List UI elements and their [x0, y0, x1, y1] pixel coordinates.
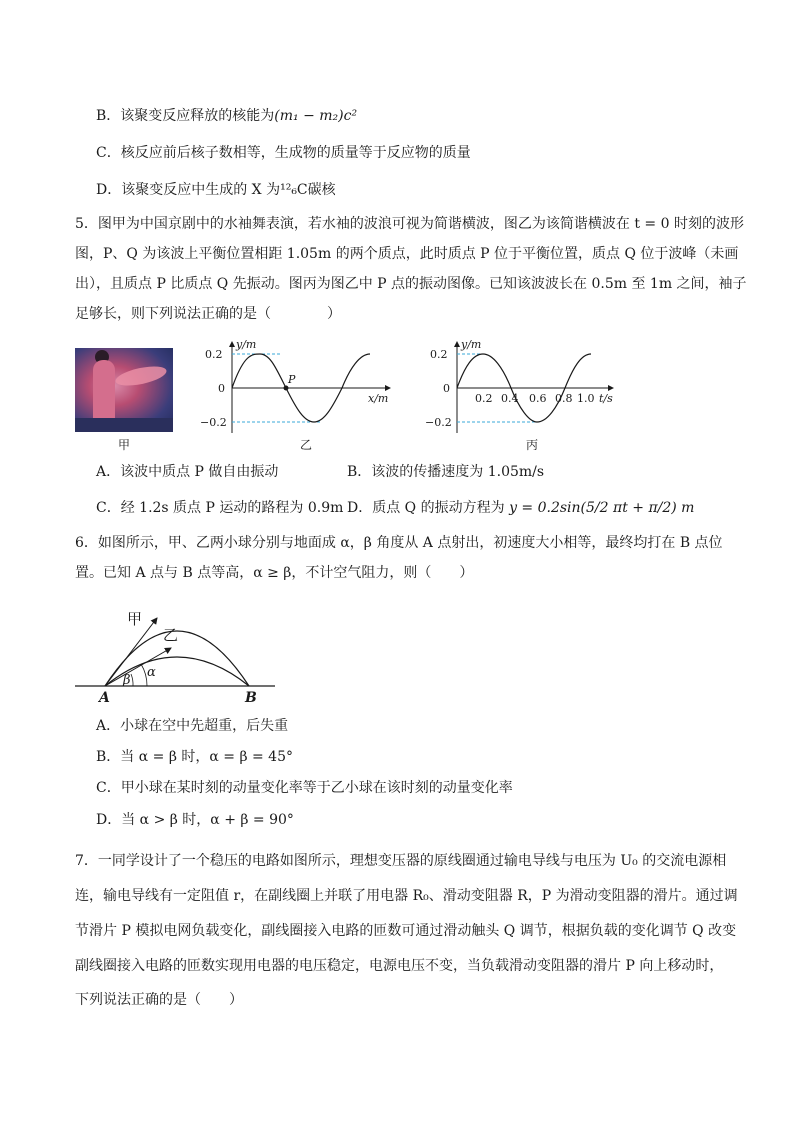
q6-option-b: B．当 α = β 时，α = β = 45° — [96, 749, 293, 765]
wave-graph-yi — [200, 338, 400, 438]
label-point-b: B — [245, 690, 257, 704]
yi-tick-y-zero: 0 — [218, 382, 225, 395]
q7-stem-line-4: 副线圈接入电路的匝数实现用电器的电压稳定，电源电压不变，当负载滑动变阻器的滑片 P 向上移动时， — [75, 958, 724, 974]
q5-option-c: C．经 1.2s 质点 P 运动的路程为 0.9m — [96, 500, 344, 516]
caption-yi: 乙 — [300, 438, 313, 452]
q6-stem-line-1: 6．如图所示，甲、乙两小球分别与地面成 α，β 角度从 A 点射出，初速度大小相等，最终均打在 B 点位 — [75, 535, 723, 551]
q5-option-b: B．该波的传播速度为 1.05m/s — [347, 464, 545, 480]
projectile-figure — [75, 598, 280, 704]
q7-stem-line-1: 7．一同学设计了一个稳压的电路如图所示，理想变压器的原线圈通过输电导线与电压为 U₀ 的交流电源相 — [75, 853, 727, 869]
q5-stem-line-3: 出），且质点 P 比质点 Q 先振动。图丙为图乙中 P 点的振动图像。已知该波波长在 0.5m 至 1m 之间，袖子 — [75, 276, 747, 292]
q5-option-a: A．该波中质点 P 做自由振动 — [96, 464, 279, 480]
point-p-label: P — [288, 373, 296, 386]
label-point-a: A — [99, 690, 110, 704]
q6-option-a: A．小球在空中先超重，后失重 — [96, 718, 289, 734]
q7-stem-line-5: 下列说法正确的是（ ） — [75, 992, 243, 1008]
bing-tick-x-5: 1.0 — [577, 392, 595, 405]
label-jia: 甲 — [127, 610, 143, 628]
bing-tick-x-3: 0.6 — [529, 392, 547, 405]
bing-tick-x-1: 0.2 — [475, 392, 493, 405]
caption-bing: 丙 — [526, 438, 539, 452]
bing-xlabel: t/s — [599, 392, 613, 405]
bing-tick-y-bottom: −0.2 — [425, 416, 452, 429]
q7-stem-line-2: 连，输电导线有一定阻值 r，在副线圈上并联了用电器 R₀、滑动变阻器 R，P 为滑动变阻器的滑片。通过调 — [75, 888, 738, 904]
q5-stem-line-1: 5．图甲为中国京剧中的水袖舞表演，若水袖的波浪可视为简谐横波，图乙为该简谐横波在 t = 0 时刻的波形 — [75, 216, 744, 232]
bing-tick-y-zero: 0 — [443, 382, 450, 395]
bing-tick-x-2: 0.4 — [501, 392, 519, 405]
q6-option-d: D．当 α > β 时，α + β = 90° — [96, 812, 294, 828]
bing-tick-y-top: 0.2 — [430, 348, 448, 361]
q7-stem-line-3: 节滑片 P 模拟电网负载变化，副线圈接入电路的匝数可通过滑动触头 Q 调节，根据负载的变化调节 Q 改变 — [75, 923, 737, 939]
q4-option-d: D．该聚变反应中生成的 X 为¹²₆C碳核 — [96, 182, 336, 198]
bing-ylabel: y/m — [461, 338, 482, 351]
q5-stem-line-4: 足够长，则下列说法正确的是（ ） — [75, 306, 341, 322]
label-yi: 乙 — [163, 626, 179, 644]
label-alpha: α — [147, 665, 156, 680]
opera-dancer-photo — [75, 348, 173, 432]
q4-option-b: B．该聚变反应释放的核能为(m₁ − m₂)c² — [96, 108, 358, 124]
q5-option-d: D．质点 Q 的振动方程为 y = 0.2sin(5/2 πt + π/2) m — [347, 500, 695, 516]
yi-tick-y-bottom: −0.2 — [200, 416, 227, 429]
q5-stem-line-2: 图，P、Q 为该波上平衡位置相距 1.05m 的两个质点，此时质点 P 位于平衡位置，质点 Q 位于波峰（未画 — [75, 246, 739, 262]
bing-tick-x-4: 0.8 — [555, 392, 573, 405]
q4-option-d-nuclide: ¹²₆C — [280, 182, 308, 198]
yi-ylabel: y/m — [236, 338, 257, 351]
q4-option-c: C．核反应前后核子数相等，生成物的质量等于反应物的质量 — [96, 145, 471, 161]
q6-option-c: C．甲小球在某时刻的动量变化率等于乙小球在该时刻的动量变化率 — [96, 780, 513, 796]
label-beta: β — [123, 673, 131, 688]
q6-stem-line-2: 置。已知 A 点与 B 点等高，α ≥ β，不计空气阻力，则（ ） — [75, 565, 474, 581]
caption-jia: 甲 — [118, 438, 131, 452]
q4-option-b-formula: (m₁ − m₂)c² — [274, 108, 358, 124]
yi-xlabel: x/m — [368, 392, 389, 405]
vibration-graph-bing — [425, 338, 625, 438]
q5-option-d-formula: y = 0.2sin(5/2 πt + π/2) m — [509, 500, 695, 516]
yi-tick-y-top: 0.2 — [205, 348, 223, 361]
